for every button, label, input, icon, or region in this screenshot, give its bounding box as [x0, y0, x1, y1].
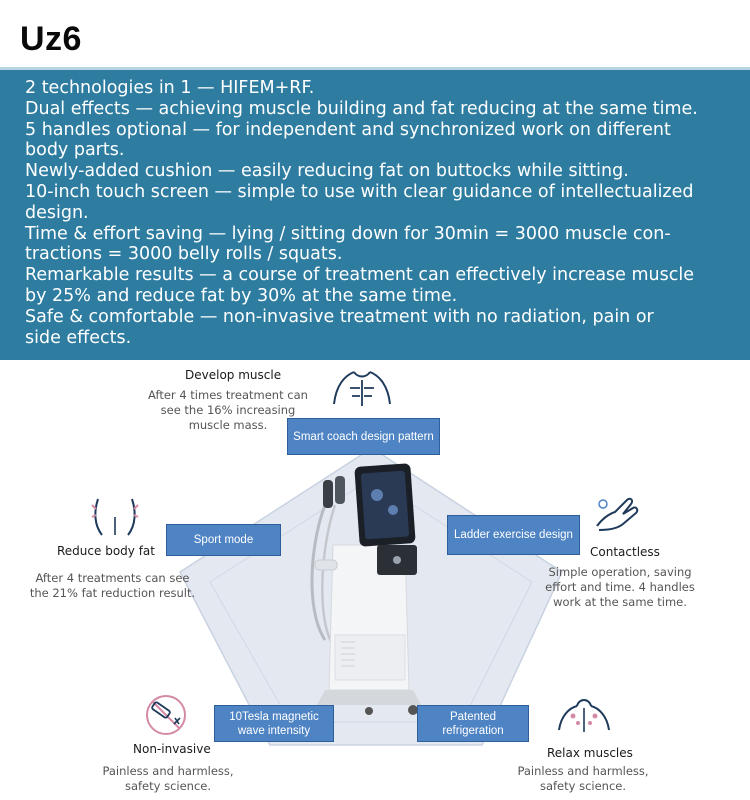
- contactless-label: Contactless: [590, 545, 660, 559]
- desc-line: see the 16% increasing: [160, 403, 296, 417]
- hips-icon: [90, 495, 140, 539]
- desc-line: safety science.: [124, 779, 212, 793]
- relax-muscles-desc: [493, 764, 673, 794]
- feature-line: design.: [25, 202, 89, 223]
- feature-line: 5 handles optional — for independent and synchronized work on different: [25, 119, 671, 140]
- sport-mode-box: Sport mode: [166, 524, 281, 556]
- no-needle-icon: [142, 692, 190, 738]
- feature-line: Safe & comfortable — non-invasive treatment with no radiation, pain or: [25, 306, 654, 327]
- hand-touch-icon: [593, 490, 641, 532]
- desc-line: the 21% fat reduction result.: [29, 586, 196, 600]
- feature-line: tractions = 3000 belly rolls / squats.: [25, 244, 343, 265]
- desc-line: muscle mass.: [188, 418, 268, 432]
- non-invasive-desc: [78, 764, 258, 794]
- develop-muscle-label: Develop muscle: [185, 368, 282, 382]
- desc-line: work at the same time.: [553, 595, 687, 609]
- feature-line: side effects.: [25, 327, 132, 348]
- smart-coach-box: Smart coach design pattern: [287, 418, 440, 455]
- desc-line: After 4 treatments can see: [35, 571, 190, 585]
- relax-muscles-label: Relax muscles: [547, 746, 633, 760]
- desc-line: Painless and harmless,: [102, 764, 234, 778]
- desc-line: After 4 times treatment can: [148, 388, 308, 402]
- feature-line: by 25% and reduce fat by 30% at the same time.: [25, 285, 458, 306]
- features-diagram: [0, 360, 750, 800]
- feature-line: body parts.: [25, 140, 125, 161]
- tesla-box: 10Tesla magnetic wave intensity: [214, 705, 334, 742]
- feature-list-panel: [0, 67, 750, 360]
- muscle-torso-icon: [328, 364, 396, 410]
- page-title: Uz6: [20, 20, 82, 58]
- ladder-exercise-box: Ladder exercise design: [447, 515, 580, 555]
- feature-line: Remarkable results — a course of treatment can effectively increase muscle: [25, 265, 695, 286]
- desc-line: Painless and harmless,: [517, 764, 649, 778]
- machine-illustration: [305, 460, 435, 715]
- feature-line: Dual effects — achieving muscle building and fat reducing at the same time.: [25, 98, 698, 119]
- desc-line: effort and time. 4 handles: [545, 580, 695, 594]
- reduce-fat-desc: [20, 571, 205, 601]
- refrigeration-box: Patented refrigeration: [417, 705, 529, 742]
- reduce-fat-label: Reduce body fat: [57, 544, 155, 558]
- shoulders-icon: [555, 690, 613, 734]
- feature-line: 10-inch touch screen — simple to use with clear guidance of intellectualized: [25, 181, 694, 202]
- desc-line: Simple operation, saving: [548, 565, 692, 579]
- contactless-desc: [530, 565, 710, 610]
- develop-muscle-desc: [138, 388, 318, 433]
- feature-line: 2 technologies in 1 — HIFEM+RF.: [25, 78, 315, 98]
- desc-line: safety science.: [539, 779, 627, 793]
- feature-line: Time & effort saving — lying / sitting down for 30min = 3000 muscle con-: [25, 223, 671, 244]
- non-invasive-label: Non-invasive: [133, 742, 211, 756]
- feature-line: Newly-added cushion — easily reducing fat on buttocks while sitting.: [25, 161, 629, 182]
